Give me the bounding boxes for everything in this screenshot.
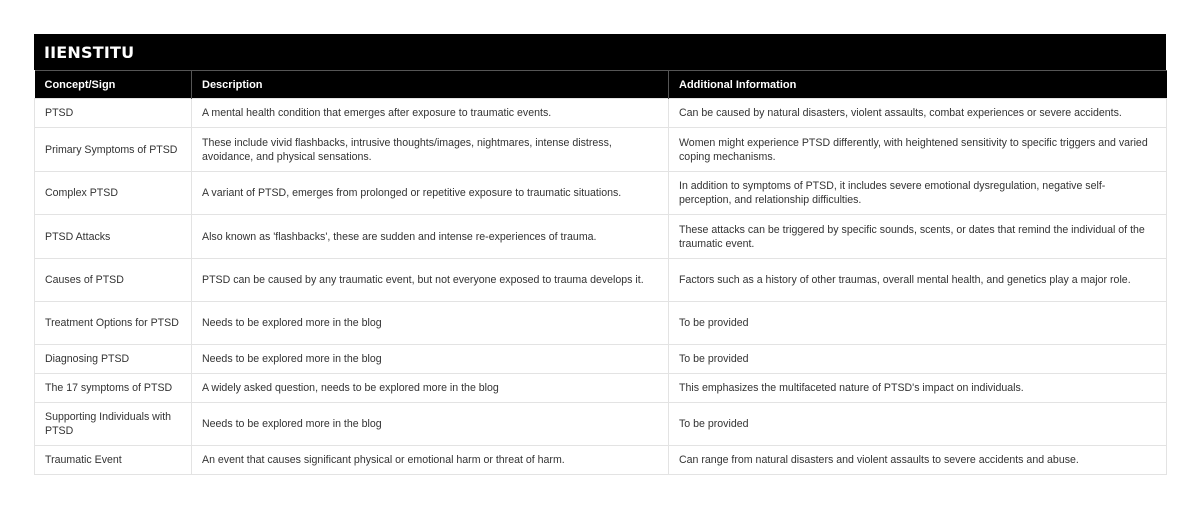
- cell-description: PTSD can be caused by any traumatic event, but not everyone exposed to trauma develops it.: [192, 259, 669, 302]
- cell-info: Factors such as a history of other traumas, overall mental health, and genetics play a major role.: [669, 259, 1167, 302]
- table-title: IIENSTITU: [34, 34, 1166, 70]
- cell-concept: Diagnosing PTSD: [35, 345, 192, 374]
- table-row: [35, 374, 1167, 403]
- cell-description: A mental health condition that emerges after exposure to traumatic events.: [192, 99, 669, 128]
- cell-concept: PTSD: [35, 99, 192, 128]
- cell-description: Needs to be explored more in the blog: [192, 302, 669, 345]
- cell-concept: Supporting Individuals with PTSD: [35, 403, 192, 446]
- cell-info: Women might experience PTSD differently, with heightened sensitivity to specific triggers and varied coping mechanisms.: [669, 128, 1167, 172]
- cell-info: Can be caused by natural disasters, violent assaults, combat experiences or severe accidents.: [669, 99, 1167, 128]
- table-row: [35, 172, 1167, 215]
- cell-concept: The 17 symptoms of PTSD: [35, 374, 192, 403]
- header-row: [35, 71, 1167, 99]
- cell-description: Also known as 'flashbacks', these are sudden and intense re-experiences of trauma.: [192, 215, 669, 259]
- cell-concept: Complex PTSD: [35, 172, 192, 215]
- cell-info: To be provided: [669, 302, 1167, 345]
- table-row: [35, 446, 1167, 475]
- cell-description: Needs to be explored more in the blog: [192, 403, 669, 446]
- table-row: [35, 99, 1167, 128]
- cell-description: An event that causes significant physical or emotional harm or threat of harm.: [192, 446, 669, 475]
- cell-concept: PTSD Attacks: [35, 215, 192, 259]
- table-row: [35, 403, 1167, 446]
- table-row: [35, 345, 1167, 374]
- cell-info: To be provided: [669, 403, 1167, 446]
- column-header-info: Additional Information: [669, 71, 1167, 99]
- column-header-description: Description: [192, 71, 669, 99]
- cell-info: In addition to symptoms of PTSD, it includes severe emotional dysregulation, negative self-perception, and relationship difficulties.: [669, 172, 1167, 215]
- cell-info: To be provided: [669, 345, 1167, 374]
- cell-description: A variant of PTSD, emerges from prolonged or repetitive exposure to traumatic situations.: [192, 172, 669, 215]
- column-header-concept: Concept/Sign: [35, 71, 192, 99]
- cell-info: These attacks can be triggered by specific sounds, scents, or dates that remind the individual of the traumatic event.: [669, 215, 1167, 259]
- cell-concept: Traumatic Event: [35, 446, 192, 475]
- table-row: [35, 128, 1167, 172]
- data-table: [34, 70, 1167, 475]
- cell-info: Can range from natural disasters and violent assaults to severe accidents and abuse.: [669, 446, 1167, 475]
- cell-concept: Treatment Options for PTSD: [35, 302, 192, 345]
- cell-description: A widely asked question, needs to be explored more in the blog: [192, 374, 669, 403]
- cell-concept: Causes of PTSD: [35, 259, 192, 302]
- table-row: [35, 302, 1167, 345]
- table-container: [34, 34, 1166, 475]
- cell-description: These include vivid flashbacks, intrusive thoughts/images, nightmares, intense distress, avoidance, and physical sensations.: [192, 128, 669, 172]
- cell-description: Needs to be explored more in the blog: [192, 345, 669, 374]
- cell-concept: Primary Symptoms of PTSD: [35, 128, 192, 172]
- table-row: [35, 259, 1167, 302]
- cell-info: This emphasizes the multifaceted nature of PTSD's impact on individuals.: [669, 374, 1167, 403]
- table-row: [35, 215, 1167, 259]
